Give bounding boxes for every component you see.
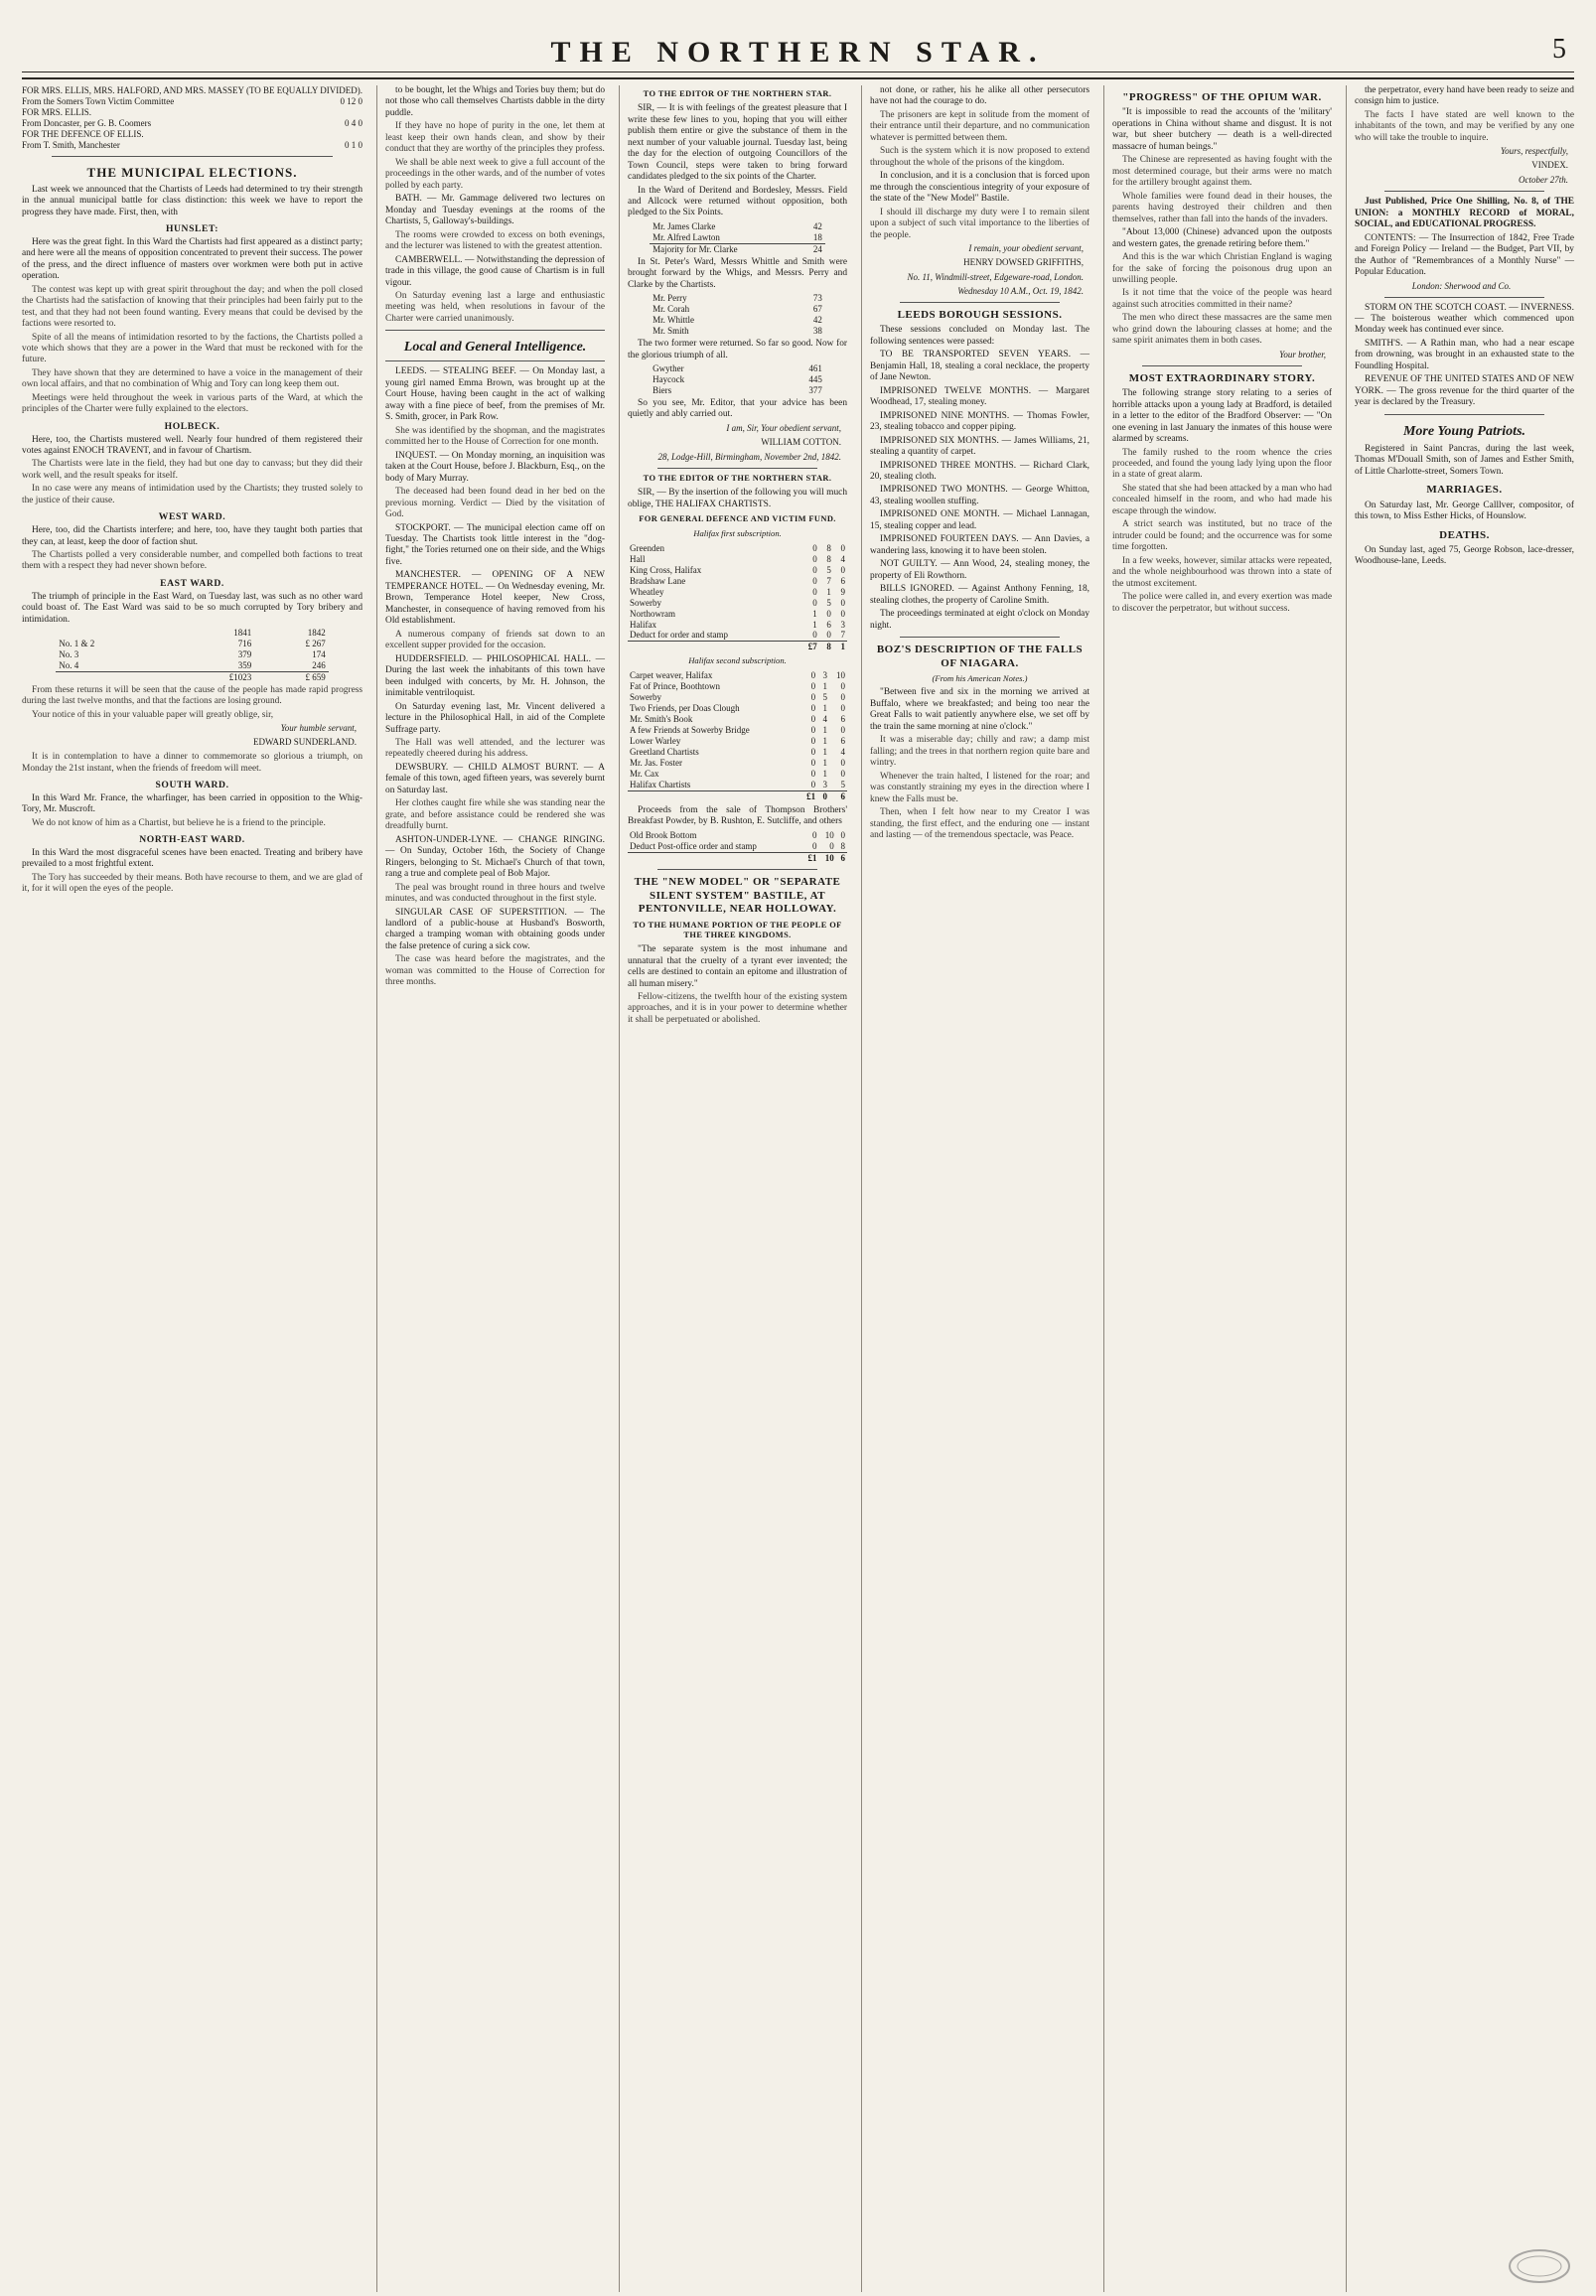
- filler-paragraph: Meetings were held throughout the week in various parts of the Ward, at which the principles of the Charter were fully explained to the electors.: [22, 392, 363, 415]
- table-header-row: 1841 1842: [233, 628, 326, 639]
- letter-heading: TO THE EDITOR OF THE NORTHERN STAR.: [643, 89, 832, 98]
- article-paragraph: BATH. — Mr. Gammage delivered two lectures on Monday and Tuesday evenings at the rooms of the Chartists, 5, Galloway's-buildings.: [385, 194, 606, 227]
- table-row: No. 3 379 174: [59, 648, 326, 659]
- article-paragraph: Here was the great fight. In this Ward the Chartists had first appeared as a distinct party; and here were all the means of opposition concentrated to prevent their success. The power of the press, and the direct influence of masters over workmen were both put in active operation.: [22, 236, 363, 282]
- ledger-row: Old Brook Bottom 0 10 0: [630, 830, 846, 841]
- ledger-row: Mr. Cax 0 1 0: [630, 768, 846, 779]
- table-row: No. 1 & 2 716 £ 267: [59, 638, 326, 648]
- filler-paragraph: The deceased had been found dead in her bed on the previous morning. Verdict — Died by the visitation of God.: [385, 487, 606, 520]
- marriages-title: MARRIAGES.: [1426, 484, 1503, 497]
- table-row: Mr. Whittle 42: [653, 315, 822, 326]
- filler-paragraph: Fellow-citizens, the twelfth hour of the existing system approaches, and it is in your power to determine whether it shall be perpetuated or abolished.: [628, 991, 848, 1025]
- sentence-item: IMPRISONED SIX MONTHS. — James Williams, 21, stealing a quantity of carpet.: [870, 435, 1090, 458]
- column-3: [619, 85, 847, 2292]
- article-paragraph: In this Ward the most disgraceful scenes have been enacted. Treating and bribery have prevailed to a most frightful extent.: [22, 847, 363, 870]
- sessions-title: LEEDS BOROUGH SESSIONS.: [897, 308, 1063, 321]
- article-body-filler: [22, 285, 363, 416]
- table-row: Mr. James Clarke 42: [653, 220, 822, 231]
- filler-paragraph: A strict search was instituted, but no trace of the intruder could be found; and the occurrence was for some time forgotten.: [1112, 519, 1332, 553]
- article-body-filler: [22, 685, 363, 721]
- filler-paragraph: If they have no hope of purity in the one, let them at least keep their own hands clean, and show by their conduct that they are worthy of the principles they profess.: [385, 121, 606, 155]
- article-body-filler: [22, 550, 363, 573]
- article-paragraph: On Saturday evening last, Mr. Vincent delivered a lecture in the Philosophical Hall, in aid of the Complete Suffrage party.: [385, 701, 606, 735]
- signoff: I remain, your obedient servant,: [968, 243, 1085, 254]
- subscription-row: FOR THE DEFENCE OF ELLIS.: [22, 128, 144, 139]
- niagara-title: BOZ'S DESCRIPTION OF THE FALLS OF NIAGARA.: [876, 644, 1084, 669]
- table-row: Mr. Smith 38: [653, 326, 822, 337]
- article-body-filler: [385, 426, 605, 449]
- new-model-title: THE "NEW MODEL" OR "SEPARATE SILENT SYSTEM" BASTILE, AT PENTONVILLE, NEAR HOLLOWAY.: [634, 876, 841, 916]
- article-paragraph: The proceedings terminated at eight o'clock on Monday night.: [870, 609, 1090, 631]
- article-paragraph: In this Ward Mr. France, the wharfinger, has been carried in opposition to the Whig-Tory, Mr. Muscroft.: [22, 792, 363, 815]
- filler-paragraph: Such is the system which it is now proposed to extend throughout the whole of the prisons of the kingdom.: [870, 146, 1090, 168]
- article-body-filler: [385, 883, 605, 906]
- separator: [385, 360, 605, 361]
- ledger-total-row: £7 8 1: [628, 642, 847, 652]
- filler-paragraph: The facts I have stated are well known to the inhabitants of the town, and may be verified by any one who will take the trouble to inquire.: [1355, 109, 1574, 143]
- column-6: [1346, 85, 1574, 2292]
- ledger-row: Deduct for order and stamp 0 0 7: [630, 630, 846, 641]
- masthead: [22, 0, 1574, 79]
- subscription-row: From Doncaster, per G. B. Coomers 0 4 0: [22, 117, 363, 128]
- separator: [385, 330, 605, 331]
- ledger-row: Northowram 1 0 0: [630, 608, 846, 619]
- article-paragraph: SMITH'S. — A Rathin man, who had a near escape from drowning, was brought in an exhausted state to the Foundling Hospital.: [1355, 338, 1574, 371]
- filler-paragraph: It was a miserable day; chilly and raw; a damp mist falling; and the trees in that northern region quite bare and wintry.: [870, 735, 1090, 769]
- filler-paragraph: Is it not time that the voice of the people was heard against such atrocities committed in their name?: [1112, 288, 1332, 310]
- filler-paragraph: Spite of all the means of intimidation resorted to by the factions, the Chartists polled a vote which shows that they are a power in the Ward that must be reckoned with for the future.: [22, 332, 363, 365]
- ledger-row: Greetland Chartists 0 1 4: [630, 746, 846, 757]
- article-paragraph: the perpetrator, every hand have been ready to seize and consign him to justice.: [1355, 85, 1574, 107]
- subscription-row: From the Somers Town Victim Committee 0 12 0: [22, 95, 363, 106]
- article-paragraph: Here, too, did the Chartists interfere; and here, too, have they taught both parties that they can, at least, keep the door of faction shut.: [22, 525, 363, 547]
- article-paragraph: Proceeds from the sale of Thompson Brothers' Breakfast Powder, by B. Rushton, E. Sutcliffe, and others: [628, 804, 848, 826]
- signoff: I am, Sir, Your obedient servant,: [726, 422, 842, 433]
- article-body-filler: [385, 291, 605, 325]
- publisher-line: London: Sherwood and Co.: [1411, 280, 1512, 291]
- separator: [900, 637, 1060, 638]
- article-paragraph: SIR, — It is with feelings of the greatest pleasure that I write these few lines to you, hoping that you will either publish them entire or give the substance of them in the next number of your valuable journal. Tuesday last, being the day for the election of outgoing Councillors of the Town Council, steps were taken to bring forward candidates pledged to the six points of the Charter.: [628, 103, 848, 183]
- ward-heading: SOUTH WARD.: [155, 780, 229, 791]
- ledger-proceeds: [628, 830, 847, 864]
- ledger-row: Halifax Chartists 0 3 5: [630, 779, 846, 789]
- sentence-item: IMPRISONED THREE MONTHS. — Richard Clark, 20, stealing cloth.: [870, 460, 1090, 482]
- opium-war-title: "PROGRESS" OF THE OPIUM WAR.: [1122, 91, 1322, 103]
- separator: [657, 468, 817, 469]
- filler-paragraph: The case was heard before the magistrates, and the woman was committed to the House of Correction for three months.: [385, 954, 606, 988]
- letter-heading: TO THE EDITOR OF THE NORTHERN STAR.: [643, 473, 832, 483]
- filler-paragraph: Your notice of this in your valuable paper will greatly oblige, sir,: [32, 709, 274, 720]
- signature: WILLIAM COTTON.: [761, 436, 842, 447]
- article-paragraph: INQUEST. — On Monday morning, an inquisition was taken at the Court House, before J. Blackburn, Esq., on the body of Mary Murray.: [385, 450, 606, 484]
- article-paragraph: STOCKPORT. — The municipal election came off on Tuesday. The Chartists took little interest in the "dog-fight," the Tories returned one on their side, and the Whigs five.: [385, 522, 606, 567]
- article-paragraph: MANCHESTER. — OPENING OF A NEW TEMPERANCE HOTEL. — On Wednesday evening, Mr. Brown, Temperance Hotel keeper, New Cross, Manchester, in consequence of having removed from his Old establishment.: [385, 570, 606, 627]
- subscription-row: FOR MRS. ELLIS.: [22, 106, 92, 117]
- separator: [1384, 414, 1544, 415]
- signature: VINDEX.: [1531, 160, 1568, 171]
- filler-paragraph: A numerous company of friends sat down to an excellent supper provided for the occasion.: [385, 629, 606, 651]
- ledger-row: A few Friends at Sowerby Bridge 0 1 0: [630, 724, 846, 735]
- article-body-filler: [22, 818, 363, 829]
- filler-paragraph: The police were called in, and every exertion was made to discover the perpetrator, but without success.: [1112, 592, 1332, 614]
- article-body-filler: [1112, 448, 1332, 616]
- filler-paragraph: The Chartists were late in the field, they had but one day to canvass; but they did their work well, and the result speaks for itself.: [22, 459, 363, 481]
- signoff: Your humble servant,: [280, 723, 358, 734]
- table-row: Mr. Perry 73: [653, 293, 822, 304]
- sentence-item: TO BE TRANSPORTED SEVEN YEARS. — Benjamin Hall, 18, stealing a coral necklace, the property of Jane Newton.: [870, 350, 1090, 383]
- filler-paragraph: From these returns it will be seen that the cause of the people has made rapid progress during the last twelve months, and that the factions are losing ground.: [22, 684, 363, 707]
- new-model-subtitle: TO THE HUMANE PORTION OF THE PEOPLE OF THE THREE KINGDOMS.: [633, 920, 842, 939]
- ledger-row: Two Friends, per Doas Clough 0 1 0: [630, 702, 846, 713]
- filler-paragraph: In no case were any means of intimidation used by the Chartists; they trusted solely to the justice of their cause.: [22, 484, 363, 505]
- article-paragraph: On Sunday last, aged 75, George Robson, lace-dresser, Woodhouse-lane, Leeds.: [1355, 544, 1574, 567]
- sentence-item: IMPRISONED ONE MONTH. — Michael Lannagan, 15, stealing copper and lead.: [870, 509, 1090, 531]
- table-row: Haycock 445: [653, 374, 822, 385]
- article-paragraph: "It is impossible to read the accounts of the 'military' operations in China without shame and disgust. It is not war, but sheer butchery — death is a well-directed massacre of human beings.": [1112, 107, 1332, 152]
- filler-paragraph: It is in contemplation to have a dinner to commemorate so glorious a triumph, on Monday the 21st instant, when the friends of freedom will meet.: [22, 752, 363, 774]
- filler-paragraph: We do not know of him as a Chartist, but believe he is a friend to the principle.: [32, 817, 326, 828]
- article-paragraph: to be bought, let the Whigs and Tories buy them; but do not those who call themselves Chartists dabble in the dirty puddle.: [385, 85, 606, 118]
- article-paragraph: "Between five and six in the morning we arrived at Buffalo, where we breakfasted; and being too near the Great Falls to wait patiently anywhere else, we set off by the train the same morning at nine o'clock.": [870, 687, 1090, 732]
- article-body-filler: [22, 873, 363, 896]
- article-paragraph: SINGULAR CASE OF SUPERSTITION. — The landlord of a public-house at Husband's Bosworth, charged a tramping woman with obtaining goods under the false pretence of curing a sick cow.: [385, 907, 606, 951]
- address: 28, Lodge-Hill, Birmingham, November 2nd, 1842.: [657, 451, 842, 462]
- fund-title: FOR GENERAL DEFENCE AND VICTIM FUND.: [639, 514, 836, 523]
- signoff: Your brother,: [1279, 349, 1326, 359]
- article-paragraph: Registered in Saint Pancras, during the last week, Thomas M'Douall Smith, son of James and Esther Smith, of Little Charlotte-street, Somers Town.: [1355, 443, 1574, 477]
- table-row: Mr. Alfred Lawton 18: [653, 231, 822, 242]
- filler-paragraph: The Hall was well attended, and the lecturer was repeatedly cheered during his address.: [385, 737, 606, 760]
- date-line: Wednesday 10 A.M., Oct. 19, 1842.: [957, 286, 1085, 296]
- niagara-source: (From his American Notes.): [932, 672, 1028, 683]
- article-paragraph: In conclusion, and it is a conclusion that is forced upon me through the conscientious integrity of your exposure of the state of the "New Model" Bastile.: [870, 171, 1090, 205]
- filler-paragraph: Her clothes caught fire while she was standing near the grate, and before assistance could be rendered she was dreadfully burnt.: [385, 798, 606, 832]
- filler-paragraph: And this is the war which Christian England is waging for the sake of forcing the poisonous drug upon an unwilling people.: [1112, 252, 1332, 285]
- ward-heading: NORTH-EAST WARD.: [139, 834, 245, 846]
- article-paragraph: CAMBERWELL. — Notwithstanding the depression of trade in this village, the good cause of Chartism is in full vigour.: [385, 254, 606, 288]
- ledger-second-subscription: [628, 670, 847, 802]
- separator: [900, 302, 1060, 303]
- filler-paragraph: The rooms were crowded to excess on both evenings, and the lecturer was listened to with the greatest attention.: [385, 229, 606, 252]
- article-paragraph: The triumph of principle in the East Ward, on Tuesday last, was such as no other ward could boast of. The East Ward was said to be so much corrupted by Tory bribery and intimidation.: [22, 591, 363, 625]
- filler-paragraph: The contest was kept up with great spirit throughout the day; and when the poll closed the Chartists had the satisfaction of knowing that their principles had been fairly put to the test, and that they had not been found wanting. Every means that could be devised by the factions were resorted to.: [22, 284, 363, 330]
- article-paragraph: LEEDS. — STEALING BEEF. — On Monday last, a young girl named Emma Brown, was brought up at the Court House, having been caught in the act of walking away with a fine piece of beef, from the premises of Mr. S. Smith, grocer, in Park Row.: [385, 366, 606, 423]
- filler-paragraph: She was identified by the shopman, and the magistrates committed her to the House of Correction for one month.: [385, 425, 606, 448]
- filler-paragraph: In a few weeks, however, similar attacks were repeated, and the whole neighbourhood was thrown into a state of the utmost excitement.: [1112, 555, 1332, 589]
- filler-paragraph: We shall be able next week to give a full account of the proceedings in the other wards, and of the number of votes polled by each party.: [385, 157, 606, 191]
- filler-paragraph: The Chinese are represented as having fought with the most determined courage, but their arms were no match for the artillery brought against them.: [1112, 155, 1332, 189]
- ledger-row: Deduct Post-office order and stamp 0 0 8: [630, 841, 846, 852]
- sentence-item: IMPRISONED NINE MONTHS. — Thomas Fowler, 23, stealing tobacco and copper piping.: [870, 410, 1090, 433]
- article-body-filler: [1355, 110, 1574, 144]
- sentence-item: IMPRISONED TWO MONTHS. — George Whitton, 43, stealing woollen stuffing.: [870, 485, 1090, 506]
- subscription-heading: Halifax second subscription.: [688, 655, 787, 666]
- municipal-elections-title: THE MUNICIPAL ELECTIONS.: [86, 164, 298, 180]
- filler-paragraph: Whole families were found dead in their houses, the parents having destroyed their children and then themselves, rather than fall into the hands of the invaders.: [1112, 191, 1332, 224]
- separator: [1384, 191, 1544, 192]
- ledger-first-subscription: [628, 543, 847, 653]
- filler-paragraph: The men who direct these massacres are the same men who grind down the labouring classes at home; and the same spirit animates them in both cases.: [1112, 313, 1332, 347]
- signoff: Yours, respectfully,: [1500, 146, 1568, 157]
- ledger-row: King Cross, Halifax 0 5 0: [630, 564, 846, 575]
- subscription-row: From T. Smith, Manchester 0 1 0: [22, 139, 363, 150]
- filler-paragraph: The Chartists polled a very considerable number, and compelled both factions to treat them with a respect they had never shown before.: [22, 549, 363, 572]
- article-paragraph: CONTENTS: — The Insurrection of 1842, Free Trade and Foreign Policy — Ireland — the Budget, Part VII, by the Author of "Remembrances of a Monthly Nurse" — Popular Education.: [1355, 232, 1574, 278]
- sentence-item: IMPRISONED TWELVE MONTHS. — Margaret Woodhead, 17, stealing money.: [870, 385, 1090, 408]
- table-total-row: £1023 £ 659: [56, 671, 328, 682]
- article-paragraph: not done, or rather, his he alike all other persecutors have not had the courage to do.: [870, 85, 1090, 107]
- separator: [1142, 365, 1302, 366]
- separator: [1384, 297, 1544, 298]
- ledger-total-row: £1 0 6: [628, 790, 847, 801]
- separator: [657, 869, 817, 870]
- ledger-row: Halifax 1 6 3: [630, 619, 846, 630]
- table-row: Biers 377: [653, 385, 822, 395]
- table-row: No. 4 359 246: [59, 659, 326, 670]
- table-row: Mr. Corah 67: [653, 304, 822, 315]
- page-number: 5: [1552, 34, 1566, 65]
- ward-heading: WEST WARD.: [158, 511, 226, 523]
- article-paragraph: REVENUE OF THE UNITED STATES AND OF NEW YORK. — The gross revenue for the third quarter of the year is declared by the Treasury.: [1355, 374, 1574, 408]
- advert-title: Just Published, Price One Shilling, No. 8, of THE UNION: a MONTHLY RECORD of MORAL, SOCIAL, and EDUCATIONAL PROGRESS.: [1355, 197, 1574, 230]
- article-paragraph: In the Ward of Deritend and Bordesley, Messrs. Field and Allcock were returned without opposition, both pledged to the Six Points.: [628, 185, 848, 218]
- sentence-item: IMPRISONED FOURTEEN DAYS. — Ann Davies, a wandering lass, knowing it to have been stolen.: [870, 534, 1090, 556]
- article-body-filler: [870, 208, 1089, 241]
- signature: HENRY DOWSED GRIFFITHS,: [963, 257, 1085, 268]
- article-paragraph: STORM ON THE SCOTCH COAST. — INVERNESS. — The boisterous weather which commenced upon Monday week has continued ever since.: [1355, 302, 1574, 336]
- ward-heading: HUNSLET:: [165, 223, 219, 235]
- article-body-filler: [385, 630, 605, 652]
- article-body-filler: [870, 735, 1089, 841]
- article-paragraph: ASHTON-UNDER-LYNE. — CHANGE RINGING. — On Sunday, October 16th, the Society of Change Ringers, belonging to St. Michael's Church of that town, rang a true and complete peal of Bob Major.: [385, 834, 606, 880]
- article-paragraph: DEWSBURY. — CHILD ALMOST BURNT. — A female of this town, aged fifteen years, was severely burnt on Saturday last.: [385, 762, 606, 795]
- ledger-row: Mr. Smith's Book 0 4 6: [630, 713, 846, 724]
- article-body-filler: [1112, 252, 1332, 348]
- ledger-row: Wheatley 0 1 9: [630, 586, 846, 597]
- newspaper-title: THE NORTHERN STAR.: [550, 36, 1046, 69]
- article-paragraph: So you see, Mr. Editor, that your advice has been quietly and ably carried out.: [628, 397, 848, 420]
- article-paragraph: In St. Peter's Ward, Messrs Whittle and Smith were brought forward by the Whigs, and Messrs. Perry and Clarke by the Chartists.: [628, 256, 848, 290]
- ledger-row: Carpet weaver, Halifax 0 3 10: [630, 669, 846, 680]
- article-paragraph: "About 13,000 (Chinese) advanced upon the outposts and western gates, the grenade retiring before them.": [1112, 227, 1332, 249]
- filler-paragraph: On Saturday evening last a large and enthusiastic meeting was held, when resolutions in favour of the Charter were carried unanimously.: [385, 290, 606, 324]
- article-body-filler: [22, 459, 363, 506]
- ward-heading: EAST WARD.: [160, 577, 224, 589]
- filler-paragraph: The Tory has succeeded by their means. Both have recourse to them, and we are glad of it, for it will open the eyes of the people.: [22, 872, 363, 895]
- separator: [52, 156, 333, 157]
- column-4: [861, 85, 1089, 2292]
- article-paragraph: Here, too, the Chartists mustered well. Nearly four hundred of them registered their votes against ENOCH TRAVENT, and in favour of Chartism.: [22, 434, 363, 456]
- ledger-row: Mr. Jas. Foster 0 1 0: [630, 757, 846, 768]
- column-2: [376, 85, 605, 2292]
- filler-paragraph: I should ill discharge my duty were I to remain silent upon a subject of such vital importance to the liberties of the people.: [870, 207, 1090, 240]
- article-body-filler: [385, 121, 605, 192]
- ledger-row: Hall 0 8 4: [630, 553, 846, 564]
- ward-heading: HOLBECK.: [164, 420, 220, 432]
- article-body-filler: [385, 798, 605, 832]
- column-5: [1103, 85, 1332, 2292]
- filler-paragraph: Whenever the train halted, I listened for the roar; and was constantly straining my eyes in the direction where I knew the Falls must be.: [870, 771, 1090, 804]
- article-paragraph: On Saturday last, Mr. George Calllver, compositor, of this town, to Miss Esther Hicks, of Hounslow.: [1355, 500, 1574, 522]
- article-paragraph: These sessions concluded on Monday last. The following sentences were passed:: [870, 325, 1090, 347]
- article-body-filler: [1112, 155, 1332, 225]
- article-body-filler: [385, 487, 605, 520]
- signature: EDWARD SUNDERLAND.: [253, 737, 358, 748]
- date-line: October 27th.: [1519, 175, 1568, 186]
- article-body-filler: [385, 738, 605, 761]
- vote-comparison-table: [56, 628, 328, 683]
- deaths-title: DEATHS.: [1439, 528, 1490, 541]
- filler-paragraph: They have shown that they are determined to have a voice in the management of their own local affairs, and that no combination of Whig and Tory can long keep them out.: [22, 367, 363, 390]
- article-paragraph: The two former were returned. So far so good. Now for the glorious triumph of all.: [628, 339, 848, 360]
- filler-paragraph: The peal was brought round in three hours and twelve minutes, and was conducted throughout in the first style.: [385, 882, 606, 905]
- subscription-heading: Halifax first subscription.: [693, 528, 782, 539]
- article-body-filler: [385, 230, 605, 253]
- ledger-row: Greenden 0 8 0: [630, 542, 846, 553]
- table-total-row: Majority for Mr. Clarke 24: [650, 243, 825, 254]
- article-body-filler: [628, 992, 847, 1026]
- ledger-row: Sowerby 0 5 0: [630, 597, 846, 608]
- election-result-table: [650, 293, 825, 337]
- article-paragraph: The following strange story relating to a series of horrible attacks upon a young lady at Bradford, is detailed in a letter to the editor of the Bradford Observer: — "On one evening in last January the inmates of this house were alarmed by screams.: [1112, 388, 1332, 445]
- article-paragraph: NOT GUILTY. — Ann Wood, 24, stealing money, the property of Eli Rowthorn.: [870, 559, 1090, 581]
- ledger-row: Bradshaw Lane 0 7 6: [630, 575, 846, 586]
- address: No. 11, Windmill-street, Edgeware-road, London.: [907, 272, 1085, 283]
- article-body-filler: [22, 752, 363, 775]
- ledger-total-row: £1 10 6: [628, 853, 847, 864]
- filler-paragraph: Then, when I felt how near to my Creator I was standing, the first effect, and the enduring one — instant and lasting — of the tremendous spectacle, was Peace.: [870, 807, 1090, 841]
- article-paragraph: BILLS IGNORED. — Against Anthony Fenning, 18, stealing clothes, the property of Caroline Smith.: [870, 584, 1090, 606]
- filler-paragraph: The family rushed to the room whence the cries proceeded, and found the young lady lying upon the floor in a state of great alarm.: [1112, 447, 1332, 481]
- subscriptions-list: [22, 85, 363, 151]
- young-patriots-title: More Young Patriots.: [1402, 423, 1526, 439]
- article-body-filler: [870, 110, 1089, 169]
- article-body-filler: [385, 954, 605, 988]
- filler-paragraph: She stated that she had been attacked by a man who had concealed himself in the room, and who had made his escape through the window.: [1112, 483, 1332, 516]
- extraordinary-story-title: MOST EXTRAORDINARY STORY.: [1128, 371, 1316, 384]
- article-paragraph: HUDDERSFIELD. — PHILOSOPHICAL HALL. — During the last week the inhabitants of this town have been indulged with concerts, by Mr. H. Johnson, the inimitable ventriloquist.: [385, 653, 606, 699]
- filler-paragraph: The prisoners are kept in solitude from the moment of their entrance until their departure, and no communication whatever is permitted between them.: [870, 109, 1090, 143]
- columns: [22, 85, 1574, 2292]
- ledger-row: Sowerby 0 5 0: [630, 691, 846, 702]
- subscription-row: FOR MRS. ELLIS, MRS. HALFORD, AND MRS. MASSEY (TO BE EQUALLY DIVIDED).: [22, 85, 363, 95]
- column-1: [22, 85, 363, 2292]
- election-result-table: [650, 221, 825, 255]
- article-paragraph: "The separate system is the most inhumane and unnatural that the cruelty of a tyrant ever invented; the cells are destined to contain an epitome and illustration of all human misery.": [628, 944, 848, 989]
- table-row: Gwyther 461: [653, 363, 822, 374]
- article-paragraph: Last week we announced that the Chartists of Leeds had determined to try their strength in the annual municipal battle for class distinction: this week we have to report the progress they have made. First, then, with: [22, 184, 363, 217]
- library-stamp-icon: [1507, 2246, 1572, 2286]
- ledger-row: Lower Warley 0 1 6: [630, 735, 846, 746]
- local-intelligence-title: Local and General Intelligence.: [403, 340, 587, 356]
- election-result-table: [650, 363, 825, 396]
- article-paragraph: SIR, — By the insertion of the following you will much oblige, THE HALIFAX CHARTISTS.: [628, 488, 848, 509]
- ledger-row: Fat of Prince, Boothtown 0 1 0: [630, 680, 846, 691]
